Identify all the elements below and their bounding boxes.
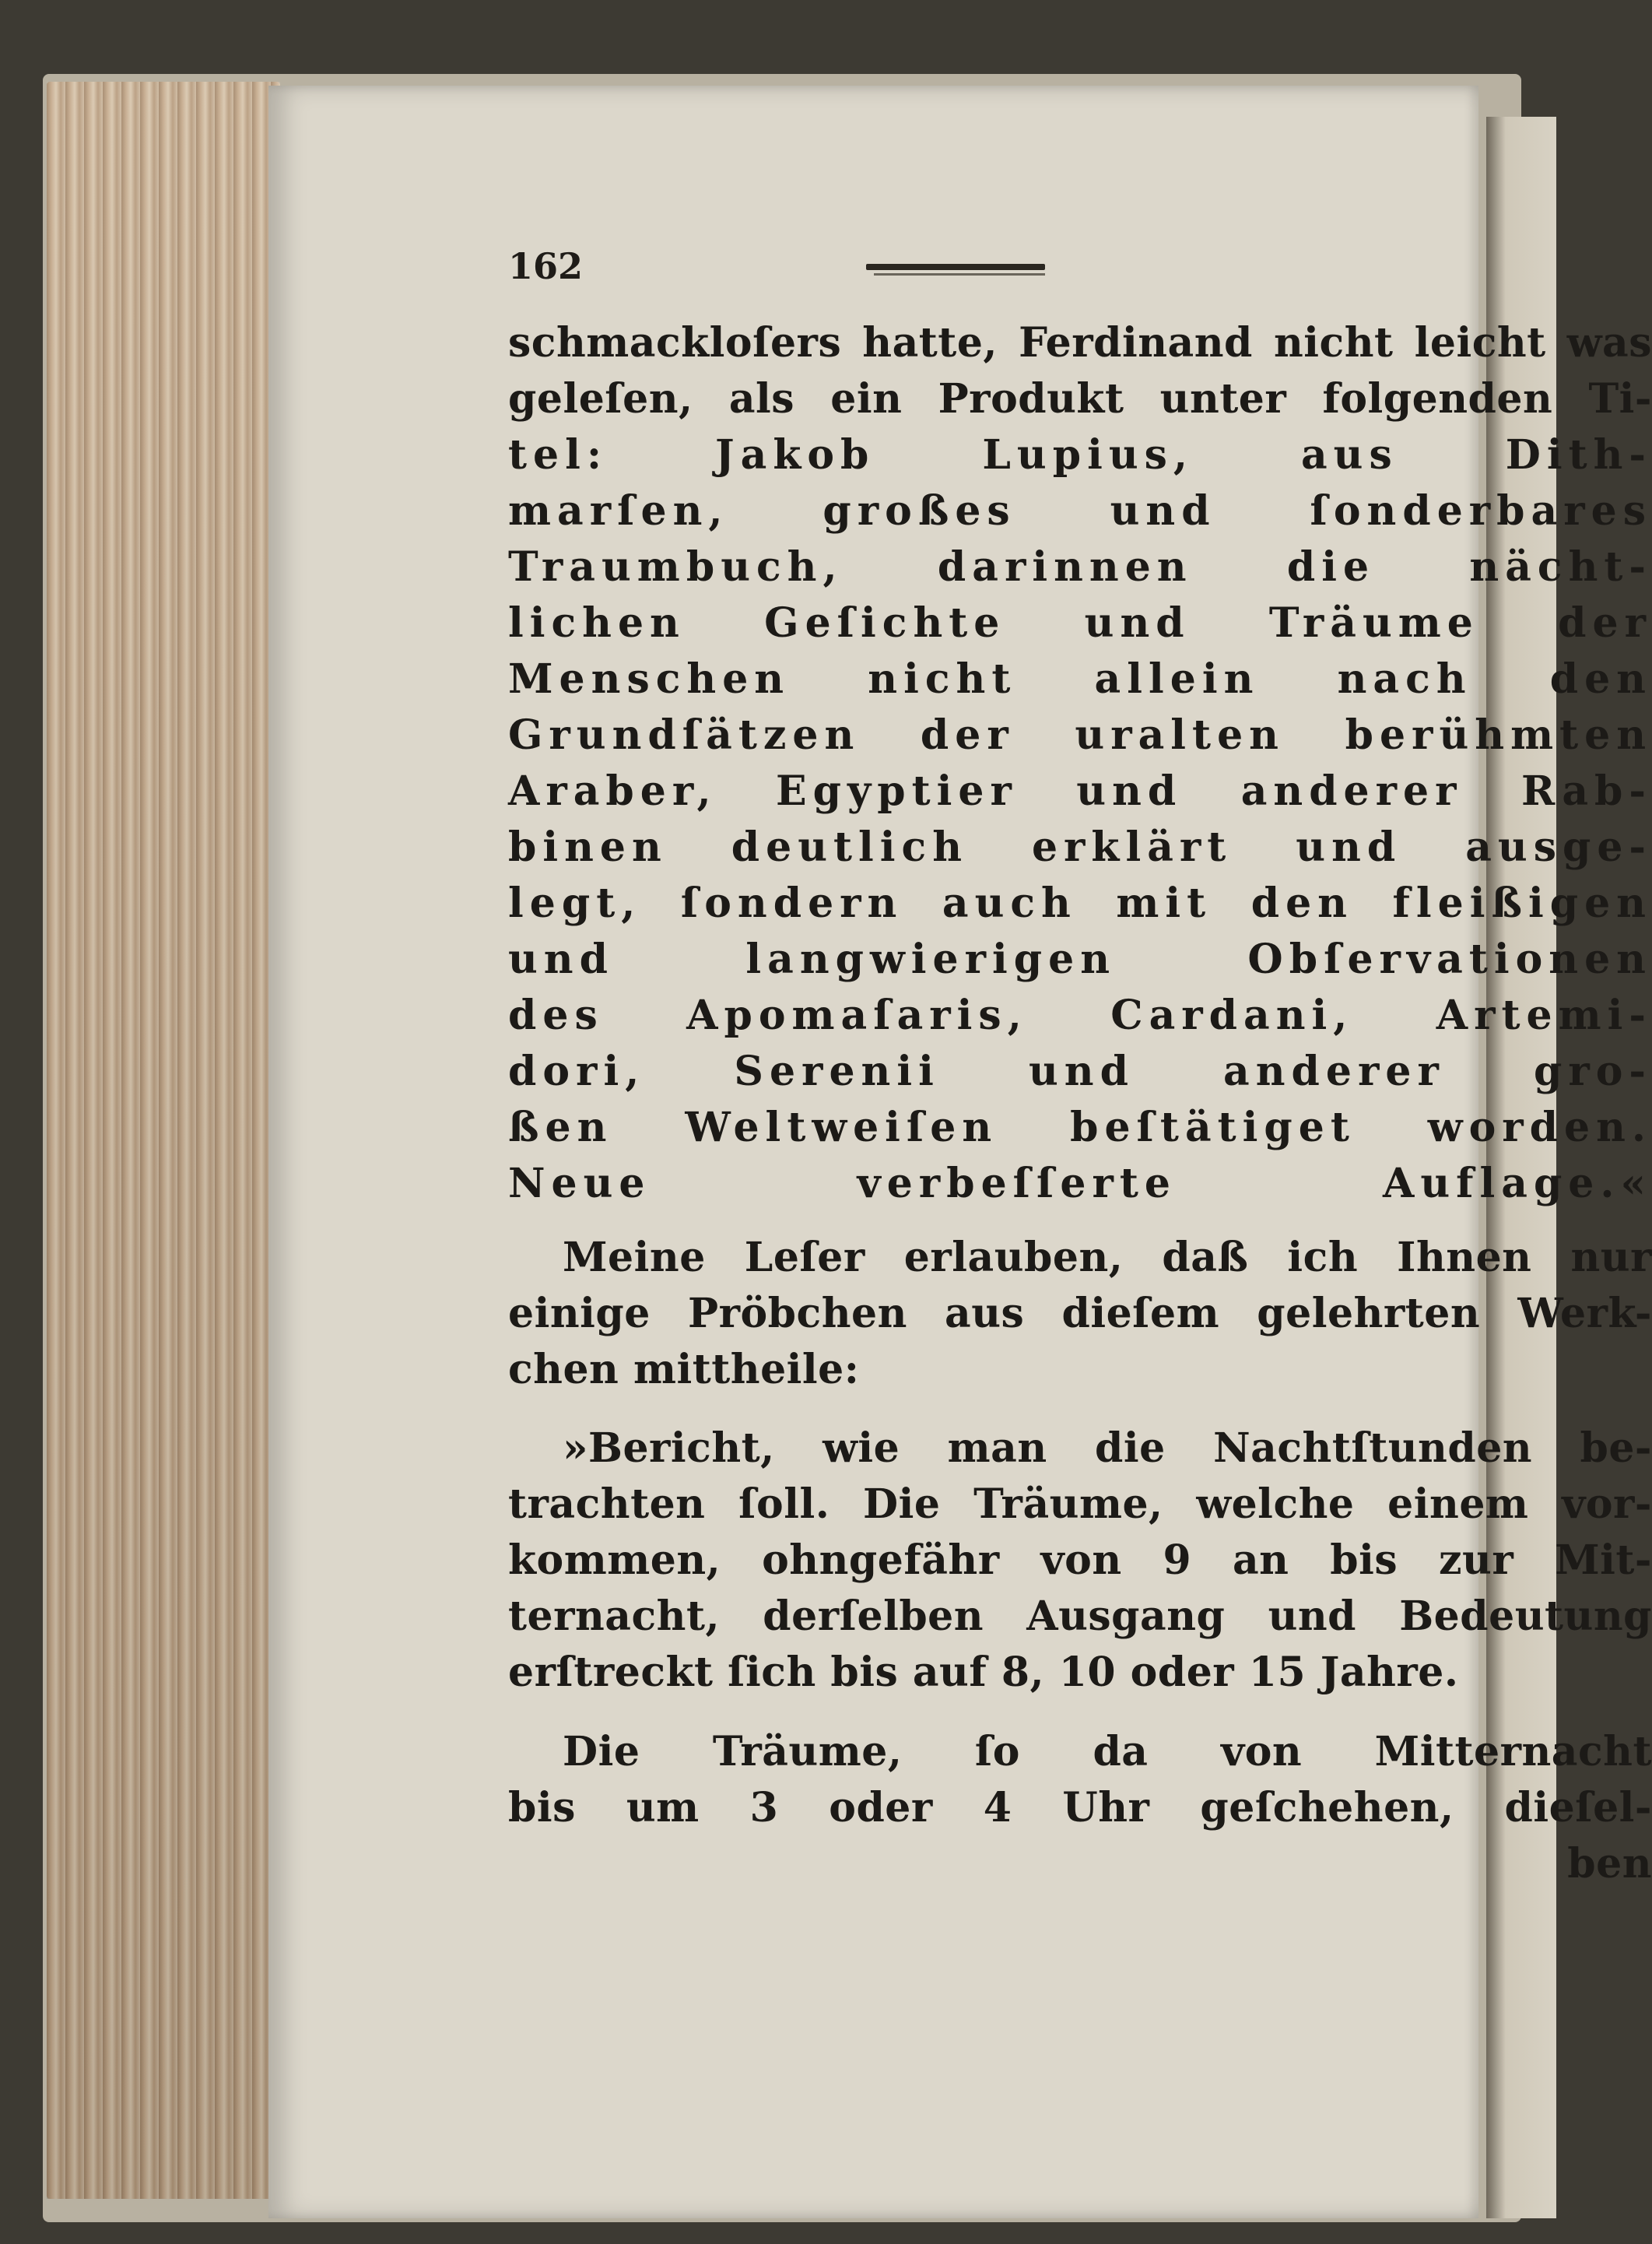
page-header (508, 245, 1652, 292)
catchword: ben (1567, 1840, 1652, 1888)
text-line: geleſen, als ein Produkt unter folgenden Ti- (508, 375, 1652, 423)
book-page (268, 86, 1652, 2218)
text-line: Araber, Egyptier und anderer Rab- (508, 767, 1652, 815)
text-line: dori, Serenii und anderer gro- (508, 1048, 1652, 1095)
text-line: Menschen nicht allein nach den (508, 655, 1652, 703)
text-line: tel: Jakob Lupius, aus Dith- (508, 431, 1652, 479)
text-line: und langwierigen Obſervationen (508, 936, 1652, 983)
text-line: trachten ſoll. Die Träume, welche einem vor- (508, 1480, 1652, 1528)
text-line: Grundſätzen der uralten berühmten (508, 711, 1652, 759)
text-line: »Bericht, wie man die Nachtſtunden be- (563, 1424, 1652, 1472)
text-line: Neue verbeſſerte Auflage.« (508, 1160, 1652, 1207)
text-line: Die Träume, ſo da von Mitternacht (563, 1728, 1652, 1775)
text-line: bis um 3 oder 4 Uhr geſchehen, dieſel- (508, 1784, 1652, 1831)
header-rule (866, 264, 1045, 270)
text-line: ternacht, derſelben Ausgang und Bedeutung (508, 1593, 1652, 1640)
text-line: erſtreckt ſich bis auf 8, 10 oder 15 Jahre. (508, 1649, 1459, 1696)
text-line: lichen Geſichte und Träume der (508, 599, 1652, 647)
text-line: marſen, großes und ſonderbares (508, 487, 1652, 535)
text-line: ßen Weltweiſen beſtätiget worden. (508, 1104, 1652, 1151)
text-line: Meine Leſer erlauben, daß ich Ihnen nur (563, 1234, 1652, 1281)
text-line: binen deutlich erklärt und ausge- (508, 824, 1652, 871)
page-edges (47, 82, 280, 2199)
text-line: legt, ſondern auch mit den fleißigen (508, 880, 1652, 927)
text-line: des Apomaſaris, Cardani, Artemi- (508, 992, 1652, 1039)
text-line: kommen, ohngefähr von 9 an bis zur Mit- (508, 1536, 1652, 1584)
page-content (508, 86, 1652, 2218)
text-line: chen mittheile: (508, 1346, 860, 1393)
text-line: einige Pröbchen aus dieſem gelehrten Werk- (508, 1290, 1652, 1337)
text-line: schmackloſers hatte, Ferdinand nicht leicht was (508, 319, 1652, 367)
text-line: Traumbuch, darinnen die nächt- (508, 543, 1652, 591)
page-number: 162 (508, 245, 584, 287)
